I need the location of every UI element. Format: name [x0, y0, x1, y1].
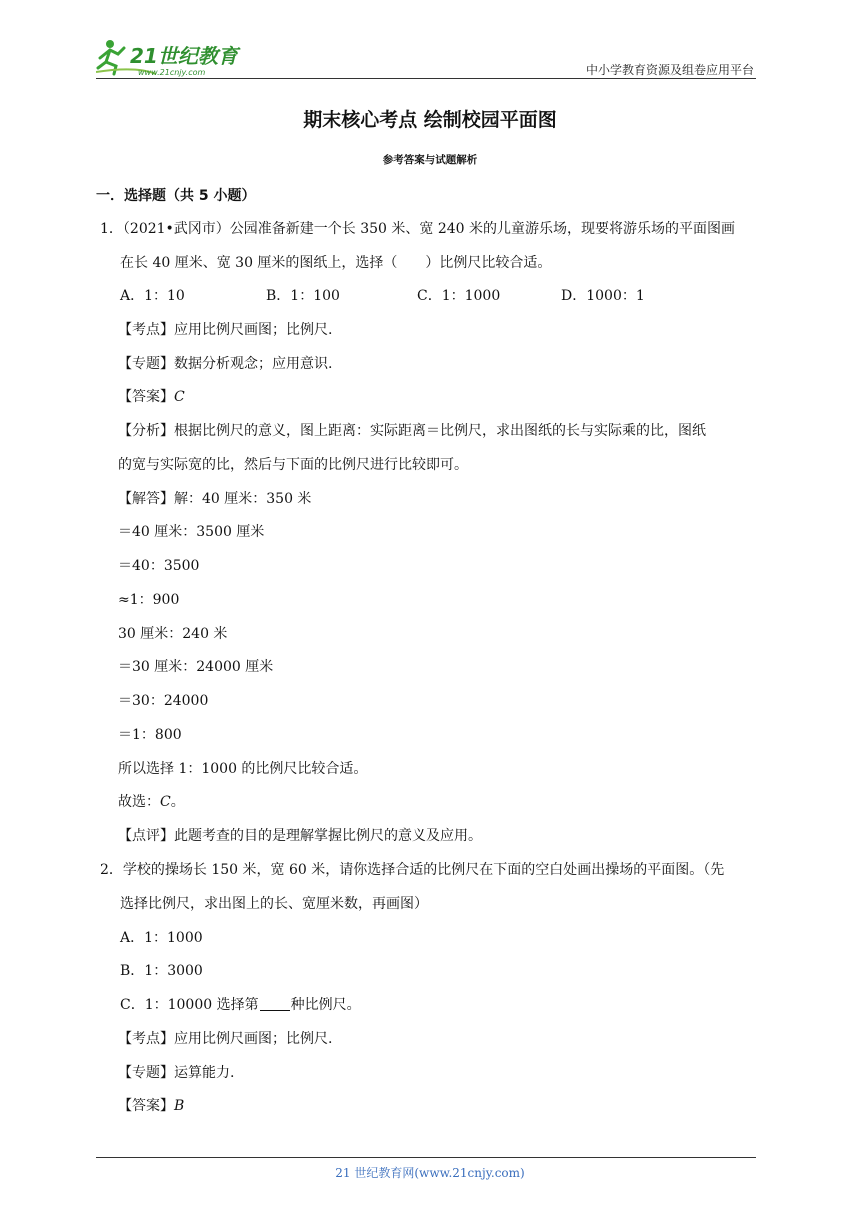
answer-value: C — [174, 389, 185, 405]
q2-answer — [118, 1096, 184, 1116]
q2-zhuanti: 【专题】运算能力. — [118, 1065, 235, 1081]
q1-step-5: ＝30 厘米：24000 厘米 — [118, 659, 274, 675]
page-header — [96, 30, 756, 80]
q1-conclusion: 所以选择 1：1000 的比例尺比较合适。 — [118, 761, 368, 777]
choice-end: 。 — [170, 794, 185, 810]
fill-blank — [260, 996, 290, 1011]
section-heading: 一．选择题（共 5 小题） — [96, 188, 256, 204]
q2-kaodian: 【考点】应用比例尺画图；比例尺. — [118, 1031, 333, 1047]
q1-answer — [118, 387, 185, 407]
q2-option-c — [120, 995, 361, 1015]
answer-label: 【答案】 — [118, 1098, 174, 1114]
q1-step-2: ＝40：3500 — [118, 558, 200, 574]
q2-stem-line-1: 2．学校的操场长 150 米，宽 60 米，请你选择合适的比例尺在下面的空白处画出操场的平面图。（先 — [100, 862, 725, 878]
q1-stem-line-1: 1．（2021•武冈市）公园准备新建一个长 350 米、宽 240 米的儿童游乐场，现要将游乐场的平面图画 — [100, 221, 736, 237]
q1-step-1: ＝40 厘米：3500 厘米 — [118, 524, 265, 540]
choice-value: C — [160, 794, 171, 810]
footer-divider — [96, 1157, 756, 1158]
choice-label: 故选： — [118, 794, 160, 810]
answer-value: B — [174, 1098, 185, 1114]
q1-option-d: D．1000：1 — [561, 288, 645, 304]
q1-step-4: 30 厘米：240 米 — [118, 626, 228, 642]
q1-choice — [118, 792, 185, 812]
option-c-suffix: 种比例尺。 — [290, 997, 361, 1013]
platform-name: 中小学教育资源及组卷应用平台 — [585, 63, 754, 77]
q2-option-a: A．1：1000 — [120, 930, 203, 946]
q2-stem-line-2: 选择比例尺，求出图上的长、宽厘米数，再画图） — [120, 896, 428, 912]
q2-option-b: B．1：3000 — [120, 963, 203, 979]
q1-option-c: C．1：1000 — [417, 288, 501, 304]
document-title: 期末核心考点 绘制校园平面图 — [303, 109, 557, 131]
q1-kaodian: 【考点】应用比例尺画图；比例尺. — [118, 322, 333, 338]
q1-step-3: ≈1：900 — [118, 592, 180, 608]
q1-option-a: A．1：10 — [120, 288, 185, 304]
q1-option-b: B．1：100 — [266, 288, 340, 304]
q1-step-7: ＝1：800 — [118, 727, 182, 743]
document-subtitle: 参考答案与试题解析 — [382, 154, 478, 166]
q1-stem-line-2: 在长 40 厘米、宽 30 厘米的图纸上，选择（ ）比例尺比较合适。 — [120, 255, 552, 271]
answer-label: 【答案】 — [118, 389, 174, 405]
q1-step-6: ＝30：24000 — [118, 693, 209, 709]
q1-fenxi-line-2: 的宽与实际宽的比，然后与下面的比例尺进行比较即可。 — [118, 457, 468, 473]
site-logo — [96, 36, 266, 78]
option-c-text: C．1：10000 选择第 — [120, 997, 259, 1013]
q1-fenxi-line-1: 【分析】根据比例尺的意义，图上距离：实际距离＝比例尺，求出图纸的长与实际乘的比，图纸 — [118, 423, 706, 439]
footer-link[interactable]: 21 世纪教育网(www.21cnjy.com) — [335, 1166, 525, 1180]
header-divider — [96, 78, 756, 79]
svg-text:21世纪教育: 21世纪教育 — [130, 44, 238, 68]
q1-dianping: 【点评】此题考查的目的是理解掌握比例尺的意义及应用。 — [118, 828, 482, 844]
q1-jieda: 【解答】解：40 厘米：350 米 — [118, 491, 312, 507]
svg-text:www.21cnjy.com: www.21cnjy.com — [138, 68, 206, 77]
q1-zhuanti: 【专题】数据分析观念；应用意识. — [118, 356, 333, 372]
